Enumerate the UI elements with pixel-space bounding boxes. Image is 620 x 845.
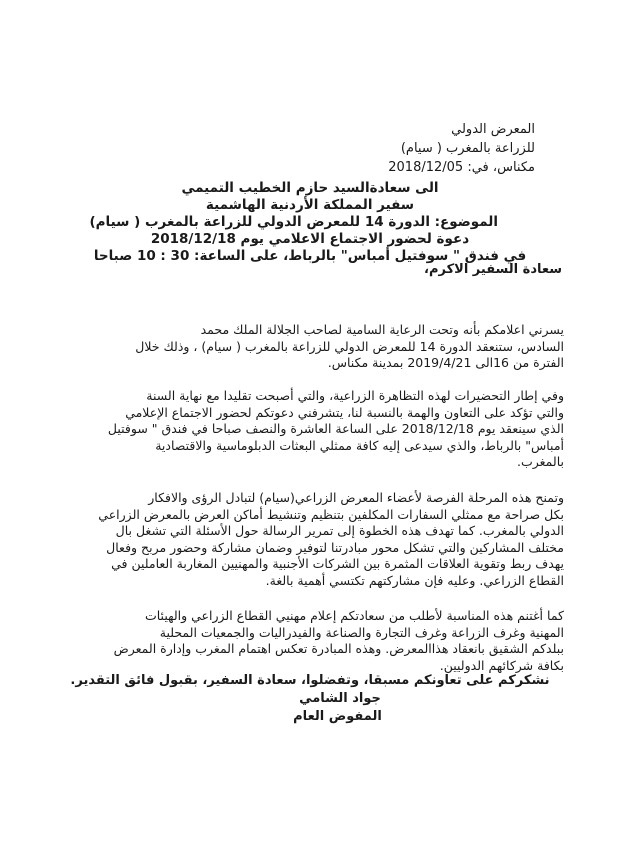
paragraph-line: وتمنح هذه المرحلة الفرصة لأعضاء المعرض الزراعي(سيام) لتبادل الرؤى والافكار: [148, 490, 564, 505]
invite-line: دعوة لحضور الاجتماع الاعلامي يوم 2018/12/18: [150, 231, 470, 247]
venue-line: في فندق " سوفتيل أمباس" بالرباط، على الساعة: 30 : 10 صباحا: [93, 248, 527, 264]
paragraph-line: الذي سينعقد يوم 2018/12/18 على الساعة العاشرة والنصف صباحا في فندق " سوفتيل: [107, 421, 564, 436]
paragraph-line: كما أغتنم هذه المناسبة لأطلب من سعادتكم إعلام مهنيي القطاع الزراعي والهيئات: [144, 608, 564, 623]
paragraph-line: بكافة شركائهم الدوليين.: [439, 657, 564, 673]
paragraph-line: بالمغرب.: [517, 454, 564, 469]
recipient-to: الى سعادةالسيد حازم الخطيب التميمي: [181, 180, 439, 196]
paragraph-line: الدولي بالمغرب. كما تهدف هذه الخطوة إلى تمرير الرسالة حول الأسئلة التي تشغل بال: [115, 523, 564, 538]
closing-thanks: نشكركم على تعاونكم مسبقا، وتفضلوا، سعادة السفير، بقبول فائق التقدير.: [70, 673, 550, 688]
paragraph-line: ببلدكم الشقيق بانعقاد هذاالمعرض. وهذه المبادرة تعكس اهتمام المغرب وإدارة المعرض: [113, 641, 564, 656]
sender-block: [388, 120, 535, 177]
salutation: سعادة السفير الاكرم،: [424, 262, 562, 277]
signatory-name: جواد الشامي: [299, 691, 381, 706]
paragraph-line: بكل صراحة مع ممثلي السفارات المكلفين بتنظيم وتنشيط أماكن العرض بالمعرض الزراعي: [98, 506, 564, 522]
paragraph-line: القطاع الزراعي. وعليه فإن مشاركتهم تكتسي أهمية بالغة.: [265, 572, 564, 588]
paragraph-line: أمباس" بالرباط، والذي سيدعى إليه كافة ممثلي البعثات الدبلوماسية والاقتصادية: [155, 437, 564, 453]
paragraph-line: يهدف ربط وتقوية العلاقات المثمرة بين الشركات الأجنبية والمهنيين المغاربة العاملين في: [111, 556, 564, 571]
closing-block: [0, 672, 620, 726]
paragraph-line: والتي تؤكد على التعاون والهمة بالنسبة لنا، يتشرفني دعوتكم لحضور الاجتماع الإعلامي: [125, 404, 564, 420]
paragraph-line: الفترة من 16الى 2019/4/21 بمدينة مكناس.: [327, 355, 564, 370]
paragraph-line: المهنية وغرف الزراعة وغرف التجارة والصناعة والفيدراليات والجمعيات المحلية: [159, 624, 564, 640]
paragraph-line: مختلف المشاركين والتي تشكل محور مبادرتنا لتوفير وضمان مشاركة وحضور مربح وفعال: [106, 539, 564, 555]
paragraph-1: [50, 322, 564, 372]
paragraph-3: [50, 490, 564, 589]
signatory-role: المفوض العام: [293, 709, 382, 724]
paragraph-4: [50, 608, 564, 674]
recipient-title: سفير المملكة الأردنية الهاشمية: [205, 197, 415, 213]
paragraph-line: السادس، ستنعقد الدورة 14 للمعرض الدولي للزراعة بالمغرب ( سيام) ، وذلك خلال: [135, 338, 564, 354]
paragraph-line: يسرني اعلامكم بأنه وتحت الرعاية السامية لصاحب الجلالة الملك محمد: [200, 322, 564, 337]
paragraph-2: [50, 388, 564, 471]
subject-line: الموضوع: الدورة 14 للمعرض الدولي للزراعة بالمغرب ( سيام): [89, 214, 498, 230]
recipient-block: [0, 180, 620, 265]
paragraph-line: وفي إطار التحضيرات لهذه التظاهرة الزراعية، والتي أصبحت تقليدا مع نهاية السنة: [146, 388, 564, 403]
sender-org-line1: المعرض الدولي: [451, 122, 535, 137]
place-date: مكناس، في: 2018/12/05: [388, 160, 535, 175]
sender-org-line2: للزراعة بالمغرب ( سيام): [400, 141, 535, 156]
